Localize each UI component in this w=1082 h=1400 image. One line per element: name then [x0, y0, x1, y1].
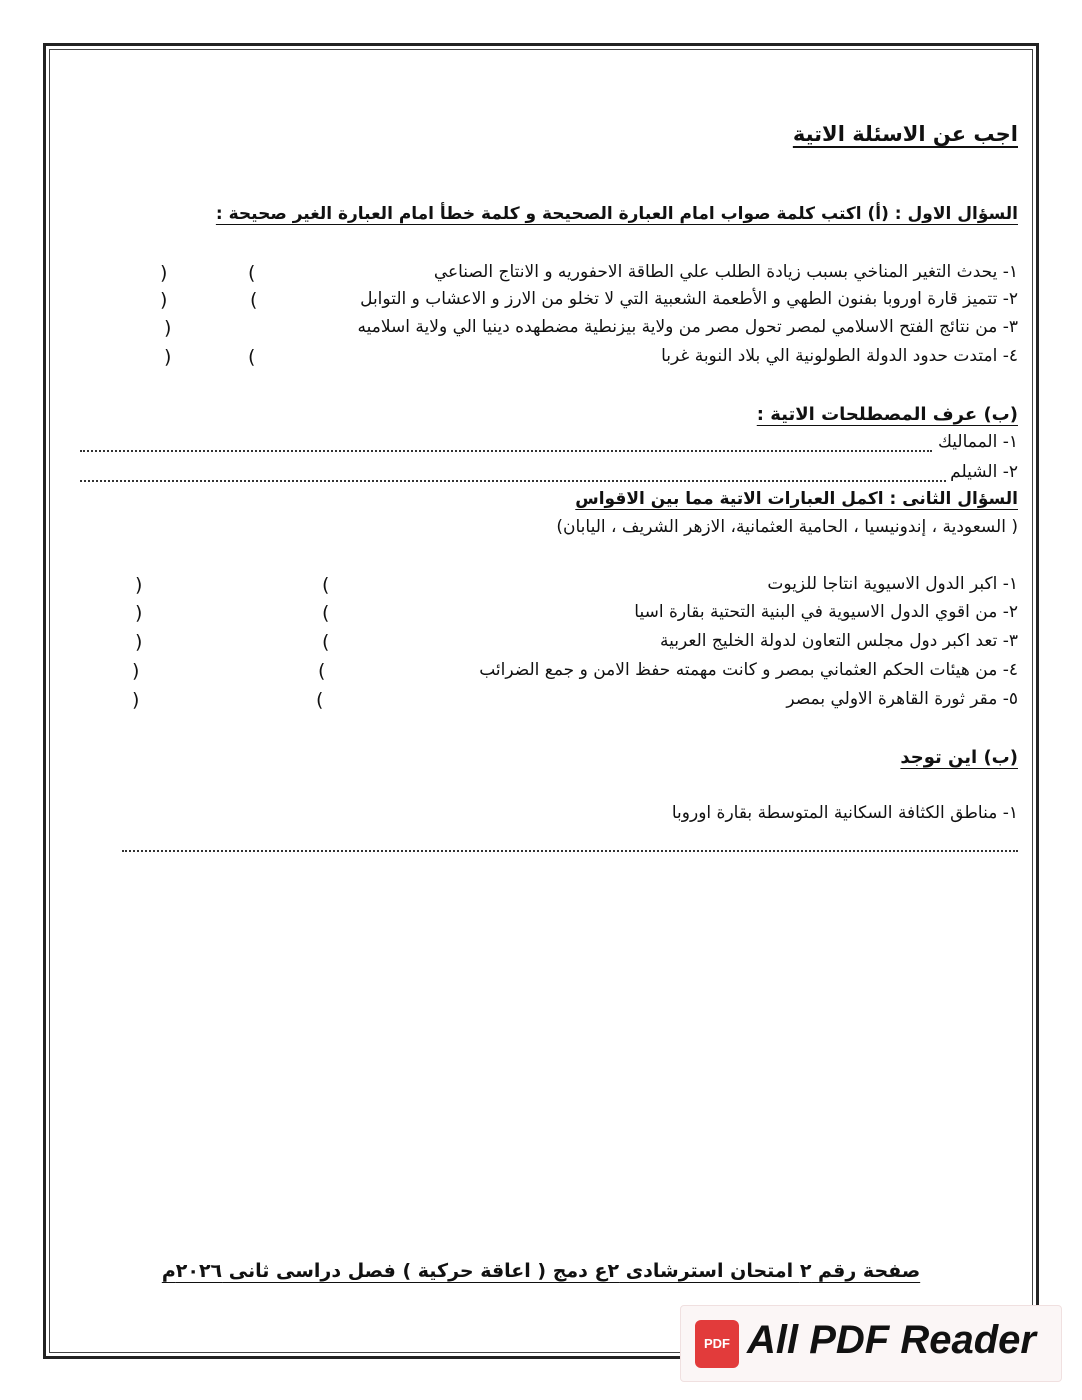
q2b-answer-line-1[interactable]: [122, 850, 1018, 852]
q2-item-1: ١- اكبر الدول الاسيوية انتاجا للزيوت: [767, 574, 1018, 594]
q1b-item-1: ١- المماليك: [937, 432, 1018, 452]
q1b-heading: (ب) عرف المصطلحات الاتية :: [756, 404, 1018, 425]
paren-open: (: [322, 602, 330, 624]
watermark-text: All PDF Reader: [747, 1318, 1036, 1362]
pdf-file-icon: PDF: [695, 1320, 739, 1368]
q2b-heading: (ب) اين توجد: [900, 747, 1018, 768]
paren-open: (: [318, 660, 326, 682]
q2-answer-5[interactable]: ): [132, 689, 140, 711]
q2-item-4: ٤- من هيئات الحكم العثماني بمصر و كانت مهمته حفظ الامن و جمع الضرائب: [479, 660, 1018, 680]
q2b-item-1: ١- مناطق الكثافة السكانية المتوسطة بقارة اوروبا: [671, 803, 1018, 823]
page-footer: صفحة رقم ٢ امتحان استرشادى ٢ع دمج ( اعاقة حركية ) فصل دراسى ثانى ٢٠٢٦م: [161, 1260, 921, 1282]
paren-open: (: [316, 689, 324, 711]
q2-item-3: ٣- تعد اكبر دول مجلس التعاون لدولة الخليج العربية: [660, 631, 1018, 651]
q1-item-3: ٣- من نتائج الفتح الاسلامي لمصر تحول مصر من ولاية بيزنطية مضطهده دينيا الي ولاية اسلاميه: [357, 317, 1018, 337]
paren-open: (: [248, 346, 256, 368]
q2-heading: السؤال الثانى : اكمل العبارات الاتية مما بين الاقواس: [575, 489, 1018, 509]
q1-answer-2[interactable]: ): [160, 289, 168, 311]
q1b-answer-line-2[interactable]: [80, 480, 946, 482]
q2-answer-1[interactable]: ): [135, 574, 143, 596]
q1-item-1: ١- يحدث التغير المناخي بسبب زيادة الطلب علي الطاقة الاحفوريه و الانتاج الصناعي: [433, 262, 1018, 282]
app-watermark: [680, 1305, 1062, 1382]
paren-open: (: [248, 262, 256, 284]
q2-answer-3[interactable]: ): [135, 631, 143, 653]
paren-open: (: [250, 289, 258, 311]
q1-item-2: ٢- تتميز قارة اوروبا بفنون الطهي و الأطعمة الشعبية التي لا تخلو من الارز و الاعشاب و التوابل: [360, 289, 1018, 309]
page-title: اجب عن الاسئلة الاتية: [792, 122, 1018, 146]
q2-choices: ( السعودية ، إندونيسيا ، الحامية العثمانية، الازهر الشريف ، اليابان): [556, 517, 1018, 537]
q1-heading: السؤال الاول : (أ) اكتب كلمة صواب امام العبارة الصحيحة و كلمة خطأ امام العبارة الغير صحيحة :: [215, 204, 1018, 224]
q2-answer-2[interactable]: ): [135, 602, 143, 624]
q1-answer-1[interactable]: ): [160, 262, 168, 284]
q2-item-5: ٥- مقر ثورة القاهرة الاولي بمصر: [786, 689, 1018, 709]
q1b-item-2: ٢- الشيلم: [950, 462, 1018, 482]
q1-answer-4[interactable]: ): [164, 346, 172, 368]
paren-open: (: [322, 574, 330, 596]
q2-answer-4[interactable]: ): [132, 660, 140, 682]
q1-item-4: ٤- امتدت حدود الدولة الطولونية الي بلاد النوبة غربا: [661, 346, 1018, 366]
q1b-answer-line-1[interactable]: [80, 450, 932, 452]
paren-open: (: [322, 631, 330, 653]
q1-answer-3[interactable]: ): [164, 317, 172, 339]
q2-item-2: ٢- من اقوي الدول الاسيوية في البنية التحتية بقارة اسيا: [634, 602, 1018, 622]
